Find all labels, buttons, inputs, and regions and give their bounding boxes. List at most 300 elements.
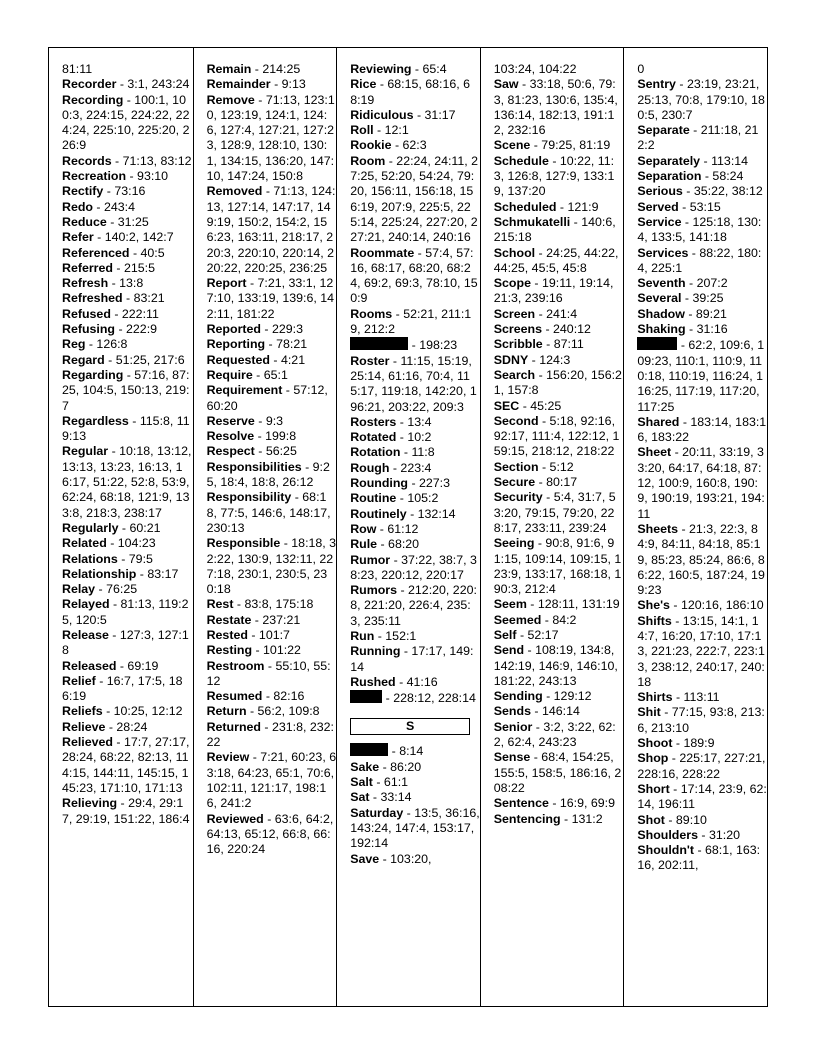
entry-page-refs: - 13:5, 36:16, 143:24, 147:4, 153:17, 192:14 — [350, 805, 480, 851]
entry-term: Sheet — [637, 445, 672, 460]
entry-term: Regard — [62, 352, 105, 367]
entry-term: Service — [637, 214, 682, 229]
entry-page-refs: - 83:21 — [122, 291, 165, 306]
entry-term: Released — [62, 658, 117, 673]
index-entry — [637, 522, 767, 598]
entry-page-refs: - 61:12 — [376, 521, 419, 536]
entry-page-refs: - 81:13, 119:25, 120:5 — [62, 597, 189, 627]
entry-page-refs: - 12:1 — [373, 123, 409, 138]
entry-page-refs: - 68:4, 154:25, 155:5, 158:5, 186:16, 208:22 — [493, 750, 622, 795]
entry-page-refs: - 57:4, 57:16, 68:17, 68:20, 68:24, 69:2, 69:3, 78:10, 150:9 — [350, 245, 478, 306]
entry-page-refs: - 83:17 — [136, 566, 179, 581]
entry-page-refs: - 29:4, 29:17, 29:19, 151:22, 186:4 — [62, 796, 190, 826]
index-entry — [207, 704, 337, 719]
index-entry — [637, 154, 767, 169]
entry-page-refs: - 84:2 — [541, 612, 577, 627]
entry-page-refs: - 89:10 — [664, 812, 707, 827]
entry-page-refs: - 5:12 — [538, 459, 574, 474]
index-entry — [350, 743, 480, 759]
index-entry — [207, 490, 337, 536]
entry-page-refs: - 9:25, 18:4, 18:8, 26:12 — [206, 459, 330, 490]
entry-page-refs: - 17:14, 23:9, 62:14, 196:11 — [637, 781, 767, 812]
index-entry — [62, 720, 193, 735]
entry-term: Relations — [62, 551, 118, 566]
index-entry — [207, 750, 337, 811]
entry-term: Rookie — [350, 138, 392, 153]
entry-term: Rest — [206, 597, 234, 612]
index-entry — [637, 705, 767, 736]
entry-page-refs: - 82:16 — [262, 689, 305, 704]
entry-term: Rule — [350, 537, 378, 552]
entry-term: Regarding — [62, 367, 124, 382]
entry-term: Saw — [493, 77, 519, 92]
index-entry — [350, 154, 480, 246]
index-entry — [350, 108, 480, 123]
entry-page-refs: - 156:20, 156:21, 157:8 — [493, 367, 622, 398]
index-entry — [494, 138, 624, 153]
entry-term: Shoot — [637, 736, 673, 751]
entry-term: She's — [637, 598, 670, 613]
entry-term: Running — [350, 644, 401, 659]
index-entry — [494, 460, 624, 475]
index-entry — [637, 62, 767, 77]
entry-page-refs: - 222:9 — [115, 322, 158, 337]
index-entry — [637, 184, 767, 199]
entry-page-refs: - 3:2, 3:22, 62:2, 62:4, 243:23 — [493, 719, 616, 750]
entry-term: Requirement — [206, 383, 283, 398]
entry-page-refs: - 23:19, 23:21, 25:13, 70:8, 179:10, 180:5, 230:7 — [637, 77, 765, 122]
index-entry — [207, 628, 337, 643]
index-entry — [350, 775, 480, 790]
entry-term: Send — [493, 643, 525, 658]
entry-term: Return — [206, 704, 247, 719]
entry-page-refs: - 140:6, 215:18 — [493, 214, 616, 245]
index-entry — [207, 62, 337, 77]
entry-page-refs: - 9:3 — [254, 413, 284, 428]
index-entry — [494, 414, 624, 460]
index-entry — [494, 536, 624, 597]
index-entry — [350, 476, 480, 491]
entry-page-refs: - 9:13 — [270, 77, 306, 92]
entry-page-refs: - 77:15, 93:8, 213:6, 213:10 — [637, 705, 765, 735]
index-entry — [350, 553, 480, 584]
index-entry — [62, 444, 193, 520]
index-entry — [350, 77, 480, 108]
index-entry — [494, 368, 624, 399]
index-column-5 — [623, 48, 767, 1006]
index-entry — [62, 414, 193, 445]
entry-page-refs: - 56:2, 109:8 — [246, 704, 320, 719]
entry-term: Sentence — [493, 796, 549, 811]
index-entry — [62, 704, 193, 719]
entry-page-refs: - 90:8, 91:6, 91:15, 109:14, 109:15, 123:9, 133:17, 168:18, 190:3, 212:4 — [493, 536, 622, 597]
index-entry — [207, 276, 337, 322]
entry-page-refs: - 231:8, 232:22 — [206, 719, 335, 750]
entry-page-refs: - 113:11 — [672, 690, 720, 705]
entry-page-refs: - 33:14 — [369, 790, 412, 805]
index-entry — [350, 690, 480, 706]
entry-term: Recorder — [62, 77, 117, 92]
entry-term: Rotated — [350, 430, 397, 445]
entry-page-refs: - 10:22, 11:3, 126:8, 127:9, 133:19, 137:20 — [493, 153, 615, 199]
index-entry — [637, 690, 767, 705]
entry-page-refs: - 19:11, 19:14, 21:3, 239:16 — [493, 276, 614, 306]
index-entry — [494, 399, 624, 414]
entry-term: Sending — [493, 689, 543, 704]
index-entry — [62, 169, 193, 184]
entry-page-refs: - 78:21 — [265, 337, 308, 352]
index-entry — [637, 77, 767, 123]
index-entry — [350, 644, 480, 675]
entry-term: Shop — [637, 751, 669, 766]
entry-term: Served — [637, 199, 679, 214]
index-entry — [494, 689, 624, 704]
index-entry — [637, 215, 767, 246]
index-entry — [62, 796, 193, 827]
entry-page-refs: - 11:15, 15:19, 25:14, 61:16, 70:4, 115:17, 119:18, 142:20, 196:21, 203:22, 209:3 — [350, 353, 477, 414]
index-entry — [350, 138, 480, 153]
entry-page-refs: - 79:5 — [117, 551, 153, 566]
entry-page-refs: - 31:17 — [413, 107, 456, 122]
index-entry — [207, 597, 337, 612]
index-entry — [350, 790, 480, 805]
entry-page-refs: - 140:2, 142:7 — [93, 230, 174, 245]
entry-page-refs: - 62:3 — [391, 138, 427, 153]
index-entry — [350, 337, 480, 353]
index-entry — [637, 736, 767, 751]
entry-term: Salt — [350, 775, 373, 790]
entry-term: Reviewed — [206, 811, 264, 826]
entry-term: Relieve — [62, 719, 106, 734]
index-entry — [494, 704, 624, 719]
entry-page-refs: - 214:25 — [251, 62, 301, 76]
entry-term: Row — [350, 521, 377, 536]
index-entry — [350, 629, 480, 644]
entry-page-refs: - 31:25 — [106, 214, 149, 229]
index-entry — [494, 750, 624, 796]
index-entry — [637, 200, 767, 215]
entry-page-refs: - 113:14 — [700, 153, 749, 168]
entry-page-refs: - 222:11 — [110, 306, 159, 321]
index-entry — [637, 337, 767, 414]
entry-term: Relationship — [62, 566, 137, 581]
entry-page-refs: - 88:22, 180:4, 225:1 — [637, 245, 762, 275]
entry-page-refs: - 103:20, — [379, 851, 432, 866]
entry-page-refs: - 24:25, 44:22, 44:25, 45:5, 45:8 — [493, 245, 619, 275]
entry-term: Seemed — [493, 612, 542, 627]
entry-term: Shaking — [637, 322, 686, 337]
entry-term: Referred — [62, 260, 113, 275]
index-entry — [494, 720, 624, 751]
entry-page-refs: - 5:18, 92:16, 92:17, 111:4, 122:12, 159:15, 218:12, 218:22 — [493, 413, 620, 459]
entry-term: Remove — [206, 92, 255, 107]
entry-term: Schedule — [493, 153, 549, 168]
entry-page-refs: - 68:20 — [377, 537, 420, 552]
entry-page-refs: - 52:17 — [516, 627, 559, 642]
entry-term: Sentry — [637, 77, 676, 92]
entry-term: Separate — [637, 123, 690, 138]
entry-term: Records — [62, 153, 112, 168]
index-entry — [62, 552, 193, 567]
entry-term: Remain — [206, 62, 252, 76]
index-entry — [350, 62, 480, 77]
entry-page-refs: - 10:2 — [396, 430, 432, 445]
index-entry — [637, 307, 767, 322]
index-entry — [350, 491, 480, 506]
entry-page-refs: - 58:24 — [701, 169, 744, 184]
entry-term: Rotation — [350, 445, 401, 460]
index-entry — [62, 536, 193, 551]
entry-term: Shifts — [637, 613, 672, 628]
entry-page-refs: - 79:25, 81:19 — [530, 138, 611, 153]
entry-page-refs: - 68:18, 77:5, 146:6, 148:17, 230:13 — [206, 490, 331, 535]
entry-page-refs: - 55:10, 55:12 — [206, 658, 331, 688]
entry-term: Screens — [493, 322, 543, 337]
entry-term: Sentencing — [493, 811, 561, 826]
entry-page-refs: - 13:4 — [396, 414, 432, 429]
entry-term: Search — [493, 367, 536, 382]
index-entry — [494, 613, 624, 628]
entry-term: Screen — [493, 306, 536, 321]
index-entry — [494, 643, 624, 689]
entry-page-refs: - 131:2 — [560, 811, 603, 826]
entry-term: Returned — [206, 719, 261, 734]
entry-term: Roster — [350, 353, 390, 368]
entry-page-refs: - 83:8, 175:18 — [233, 597, 314, 612]
index-entry — [350, 461, 480, 476]
redaction-bar — [637, 337, 677, 350]
entry-term: Shirts — [637, 690, 673, 705]
index-entry — [494, 812, 624, 827]
index-entry — [637, 751, 767, 782]
index-entry — [62, 261, 193, 276]
index-entry — [494, 276, 624, 307]
entry-term: Relieved — [62, 735, 113, 750]
entry-term: Sake — [350, 759, 380, 774]
index-entry — [62, 353, 193, 368]
entry-term: Responsibility — [206, 490, 292, 505]
index-entry — [494, 77, 624, 138]
index-entry — [350, 806, 480, 852]
index-entry — [494, 597, 624, 612]
index-entry — [207, 536, 337, 597]
entry-term: Relief — [62, 673, 96, 688]
index-entry — [62, 521, 193, 536]
index-entry — [350, 123, 480, 138]
entry-term: Shouldn't — [637, 843, 694, 858]
entry-page-refs: - 7:21, 33:1, 127:10, 133:19, 139:6, 142:11, 181:22 — [206, 276, 335, 321]
entry-page-refs: - 10:25, 12:12 — [102, 704, 183, 719]
entry-term: Seventh — [637, 276, 686, 291]
entry-term: Regardless — [62, 413, 129, 428]
index-entry — [62, 567, 193, 582]
index-entry — [637, 322, 767, 337]
entry-page-refs: - 207:2 — [685, 276, 728, 291]
entry-page-refs: - 62:2, 109:6, 109:23, 110:1, 110:9, 110:18, 110:19, 116:24, 116:25, 117:19, 117:20, 117:25 — [637, 338, 765, 414]
entry-term: Separately — [637, 153, 701, 168]
entry-page-refs: - 146:14 — [530, 704, 580, 719]
index-entry — [494, 215, 624, 246]
entry-term: Resting — [206, 643, 253, 658]
index-entry — [637, 828, 767, 843]
entry-term: Refresh — [62, 276, 109, 291]
entry-page-refs: - 71:13, 124:13, 127:14, 147:17, 149:19, 150:2, 154:2, 156:23, 163:11, 218:17, 220:3, 220:10, 220:14, 220:22, 220:25, 236:25 — [206, 184, 336, 275]
index-entry — [62, 674, 193, 705]
entry-term: Short — [637, 781, 670, 796]
entry-page-refs: - 115:8, 119:13 — [62, 413, 190, 444]
entry-page-refs: - 100:1, 100:3, 224:15, 224:22, 224:24, 225:10, 225:20, 226:9 — [62, 92, 190, 153]
index-entry — [62, 322, 193, 337]
index-entry — [207, 322, 337, 337]
entry-term: Review — [206, 750, 250, 765]
entry-term: Routinely — [350, 506, 407, 521]
index-entry — [637, 123, 767, 154]
entry-page-refs: - 68:1, 163:16, 202:11, — [637, 843, 761, 873]
index-entry — [207, 353, 337, 368]
entry-page-refs: - 21:3, 22:3, 84:9, 84:11, 84:18, 85:19, 85:23, 85:24, 86:6, 86:22, 160:5, 187:24, 199:23 — [637, 521, 765, 598]
entry-page-refs: 81:11 — [62, 62, 93, 76]
entry-term: Services — [637, 245, 689, 260]
entry-page-refs: - 227:3 — [408, 476, 451, 491]
entry-page-refs: - 13:15, 14:1, 14:7, 16:20, 17:10, 17:13, 221:23, 222:7, 223:13, 238:12, 240:17, 240:18 — [637, 613, 765, 689]
entry-page-refs: - 63:6, 64:2, 64:13, 65:12, 66:8, 66:16, 220:24 — [206, 811, 334, 857]
index-entry — [350, 415, 480, 430]
entry-term: Remainder — [206, 77, 271, 92]
index-entry — [207, 460, 337, 491]
entry-term: Schmukatelli — [493, 214, 571, 229]
index-entry — [62, 246, 193, 261]
index-entry — [494, 628, 624, 643]
index-entry — [494, 490, 624, 536]
index-column-3 — [336, 48, 480, 1006]
entry-page-refs: - 198:23 — [408, 338, 458, 353]
entry-page-refs: - 3:1, 243:24 — [116, 77, 190, 92]
entry-term: Reviewing — [350, 62, 412, 76]
entry-page-refs: - 71:13, 83:12 — [111, 153, 192, 168]
entry-page-refs: - 52:21, 211:19, 212:2 — [350, 306, 472, 337]
entry-term: Referenced — [62, 245, 130, 260]
entry-page-refs: - 53:15 — [678, 199, 721, 214]
index-entry — [494, 475, 624, 490]
entry-term: SDNY — [493, 352, 529, 367]
index-entry — [62, 735, 193, 796]
entry-term: Redo — [62, 199, 93, 214]
index-entry — [350, 522, 480, 537]
index-entry — [62, 184, 193, 199]
entry-page-refs: - 120:16, 186:10 — [669, 598, 764, 613]
entry-page-refs: - 199:8 — [254, 429, 297, 444]
entry-term: Scheduled — [493, 199, 557, 214]
entry-term: Reported — [206, 322, 261, 337]
entry-term: Serious — [637, 184, 683, 199]
entry-term: Scribble — [493, 337, 543, 352]
entry-term: Run — [350, 628, 375, 643]
index-entry — [494, 307, 624, 322]
entry-page-refs: - 241:4 — [535, 306, 578, 321]
entry-term: Release — [62, 627, 109, 642]
index-entry — [637, 843, 767, 874]
entry-page-refs: - 65:1 — [252, 367, 288, 382]
entry-term: Require — [206, 367, 253, 382]
index-entry — [207, 613, 337, 628]
entry-term: Recording — [62, 92, 124, 107]
entry-page-refs: - 16:7, 17:5, 186:19 — [62, 673, 183, 704]
entry-term: Report — [206, 276, 247, 291]
entry-page-refs: - 89:21 — [684, 306, 727, 321]
entry-term: Resumed — [206, 689, 263, 704]
index-entry — [62, 337, 193, 352]
index-entry — [350, 675, 480, 690]
entry-term: Several — [637, 291, 682, 306]
index-entry — [494, 200, 624, 215]
index-column-4 — [480, 48, 624, 1006]
entry-term: Restate — [206, 612, 252, 627]
entry-term: Refused — [62, 306, 111, 321]
index-entry — [494, 353, 624, 368]
index-entry — [494, 337, 624, 352]
entry-page-refs: - 7:21, 60:23, 63:18, 64:23, 65:1, 70:6, 102:11, 121:17, 198:16, 241:2 — [206, 750, 337, 811]
entry-page-refs: - 65:4 — [411, 62, 447, 76]
index-entry — [62, 62, 193, 77]
entry-term: Rooms — [350, 306, 393, 321]
entry-page-refs: - 104:23 — [106, 536, 156, 551]
entry-term: Sat — [350, 790, 370, 805]
entry-term: Rosters — [350, 414, 397, 429]
index-entry — [637, 782, 767, 813]
entry-page-refs: - 225:17, 227:21, 228:16, 228:22 — [637, 751, 766, 781]
entry-page-refs: - 183:14, 183:16, 183:22 — [637, 414, 767, 445]
entry-page-refs: - 57:12, 60:20 — [206, 383, 328, 413]
entry-term: Shit — [637, 705, 661, 720]
index-entry — [350, 246, 480, 307]
entry-term: Reporting — [206, 337, 266, 352]
entry-page-refs: - 126:8 — [85, 337, 128, 352]
entry-page-refs: - 108:19, 134:8, 142:19, 146:9, 146:10, 181:22, 243:13 — [493, 643, 618, 688]
entry-page-refs: - 60:21 — [118, 520, 161, 535]
index-column-1 — [49, 48, 193, 1006]
index-entry — [637, 813, 767, 828]
entry-term: Room — [350, 153, 386, 168]
entry-page-refs: - 105:2 — [396, 491, 439, 506]
entry-page-refs: - 212:20, 220:8, 221:20, 226:4, 235:3, 235:11 — [350, 583, 477, 628]
index-entry — [637, 291, 767, 306]
entry-page-refs: - 20:11, 33:19, 33:20, 64:17, 64:18, 87:12, 100:9, 160:8, 190:9, 190:19, 193:21, 194:11 — [637, 445, 765, 521]
entry-term: Recreation — [62, 169, 127, 184]
index-entry — [350, 507, 480, 522]
entry-page-refs: - 4:21 — [269, 352, 306, 367]
entry-page-refs: - 124:3 — [528, 352, 571, 367]
index-entry — [62, 597, 193, 628]
index-entry — [207, 337, 337, 352]
entry-term: Ridiculous — [350, 107, 414, 122]
index-entry — [637, 169, 767, 184]
entry-page-refs: - 237:21 — [251, 612, 301, 627]
entry-term: Shot — [637, 812, 665, 827]
entry-page-refs: - 121:9 — [556, 199, 599, 214]
entry-page-refs: - 240:12 — [542, 322, 591, 337]
index-entry — [350, 354, 480, 415]
entry-page-refs: - 93:10 — [126, 169, 169, 184]
entry-term: Rice — [350, 77, 377, 92]
entry-page-refs: - 223:4 — [389, 460, 432, 475]
entry-term: Shadow — [637, 306, 685, 321]
entry-page-refs: - 229:3 — [260, 322, 304, 337]
entry-page-refs: - 56:25 — [254, 444, 297, 459]
entry-term: Responsible — [206, 536, 281, 551]
index-entry — [350, 307, 480, 338]
index-entry — [637, 276, 767, 291]
index-entry — [207, 659, 337, 690]
